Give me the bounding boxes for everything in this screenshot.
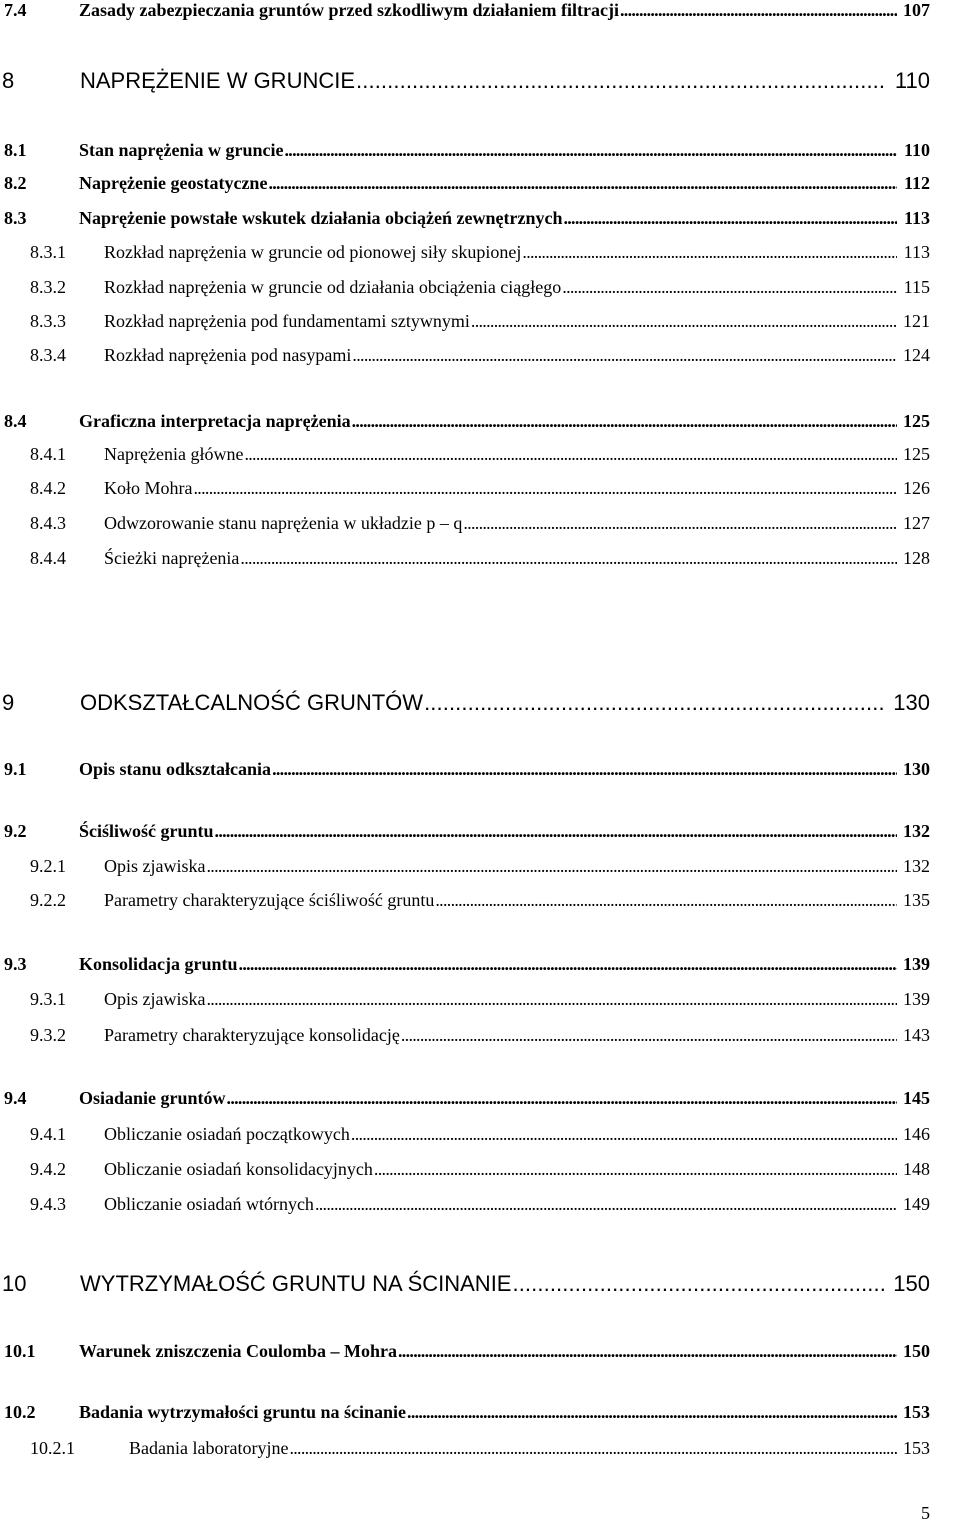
toc-entry-number: 9.4.3: [30, 1194, 66, 1214]
toc-entry-number: 8.3: [4, 208, 27, 228]
toc-dot-leader: [522, 242, 897, 263]
toc-dot-leader: [512, 1271, 885, 1297]
toc-entry-9-4-3[interactable]: [0, 1194, 930, 1220]
toc-entry-9-3[interactable]: [0, 954, 930, 980]
toc-entry-number: 8.4.3: [30, 513, 66, 533]
toc-entry-title: Rozkład naprężenia w gruncie od działania obciążenia ciągłego: [104, 277, 562, 297]
toc-entry-number: 9.2: [4, 821, 27, 841]
toc-entry-9-2[interactable]: [0, 821, 930, 847]
toc-entry-title: Parametry charakteryzujące ściśliwość gruntu: [104, 890, 435, 910]
toc-dot-leader: [239, 954, 897, 975]
toc-entry-8-3[interactable]: [0, 208, 930, 234]
toc-entry-number: 9.4.2: [30, 1159, 66, 1179]
toc-entry-page: 150: [903, 1341, 930, 1361]
toc-entry-8-4-1[interactable]: [0, 444, 930, 470]
toc-entry-page: 139: [903, 954, 930, 974]
toc-entry-number: 8.1: [4, 140, 27, 160]
toc-dot-leader: [620, 0, 897, 21]
toc-entry-8-2[interactable]: [0, 173, 930, 199]
toc-entry-8-4-2[interactable]: [0, 478, 930, 504]
toc-entry-title: Warunek zniszczenia Coulomba – Mohra: [79, 1341, 397, 1361]
toc-dot-leader: [351, 1124, 897, 1145]
toc-entry-title: Opis zjawiska: [104, 989, 206, 1009]
toc-entry-page: 113: [903, 242, 930, 262]
toc-entry-page: 150: [893, 1271, 930, 1296]
toc-entry-page: 125: [903, 411, 930, 431]
toc-entry-page: 145: [903, 1088, 930, 1108]
toc-entry-9-4-2[interactable]: [0, 1159, 930, 1185]
toc-entry-title: Naprężenie geostatyczne: [79, 173, 268, 193]
toc-dot-leader: [315, 1194, 897, 1215]
toc-entry-page: 128: [903, 548, 930, 568]
toc-entry-page: 121: [903, 311, 930, 331]
toc-entry-number: 10: [2, 1271, 27, 1296]
toc-entry-number: 9.2.1: [30, 856, 66, 876]
toc-entry-title: WYTRZYMAŁOŚĆ GRUNTU NA ŚCINANIE: [80, 1271, 512, 1296]
toc-entry-title: Obliczanie osiadań konsolidacyjnych: [104, 1159, 373, 1179]
toc-entry-title: Stan naprężenia w gruncie: [79, 140, 284, 160]
toc-dot-leader: [352, 345, 897, 366]
toc-entry-page: 139: [903, 989, 930, 1009]
toc-dot-leader: [562, 277, 897, 298]
toc-entry-9-2-1[interactable]: [0, 856, 930, 882]
toc-dot-leader: [407, 1402, 897, 1423]
toc-entry-title: Obliczanie osiadań początkowych: [104, 1124, 350, 1144]
toc-entry-8-1[interactable]: [0, 140, 930, 166]
toc-entry-number: 8.4: [4, 411, 27, 431]
toc-dot-leader: [374, 1159, 897, 1180]
toc-entry-title: Zasady zabezpieczania gruntów przed szkodliwym działaniem filtracji: [79, 0, 619, 20]
toc-entry-10[interactable]: [0, 1271, 930, 1301]
toc-entry-title: Naprężenie powstałe wskutek działania obciążeń zewnętrznych: [79, 208, 563, 228]
toc-dot-leader: [424, 690, 885, 716]
toc-entry-number: 8.3.3: [30, 311, 66, 331]
toc-entry-page: 130: [893, 690, 930, 715]
toc-entry-page: 124: [903, 345, 930, 365]
toc-entry-8[interactable]: [0, 68, 930, 98]
toc-dot-leader: [471, 311, 897, 332]
toc-entry-number: 8.3.4: [30, 345, 66, 365]
toc-entry-9-2-2[interactable]: [0, 890, 930, 916]
toc-entry-9-3-2[interactable]: [0, 1025, 930, 1051]
toc-entry-8-3-1[interactable]: [0, 242, 930, 268]
toc-entry-number: 9.3.2: [30, 1025, 66, 1045]
toc-dot-leader: [206, 856, 897, 877]
toc-dot-leader: [240, 548, 897, 569]
toc-entry-title: Obliczanie osiadań wtórnych: [104, 1194, 314, 1214]
toc-entry-9-4-1[interactable]: [0, 1124, 930, 1150]
toc-entry-page: 115: [903, 277, 930, 297]
toc-entry-9-3-1[interactable]: [0, 989, 930, 1015]
toc-entry-number: 9.2.2: [30, 890, 66, 910]
toc-dot-leader: [285, 140, 898, 161]
toc-entry-title: Ścieżki naprężenia: [104, 548, 240, 568]
toc-dot-leader: [272, 759, 897, 780]
toc-entry-page: 153: [903, 1402, 930, 1422]
toc-dot-leader: [227, 1088, 897, 1109]
toc-entry-number: 9: [2, 690, 15, 715]
toc-entry-page: 126: [903, 478, 930, 498]
toc-entry-page: 112: [903, 173, 930, 193]
toc-entry-title: NAPRĘŻENIE W GRUNCIE: [80, 68, 356, 93]
toc-entry-page: 113: [903, 208, 930, 228]
toc-entry-page: 110: [903, 140, 930, 160]
toc-entry-page: 110: [894, 68, 930, 93]
toc-entry-page: 132: [903, 821, 930, 841]
toc-dot-leader: [206, 989, 897, 1010]
toc-entry-8-4[interactable]: [0, 411, 930, 437]
toc-entry-number: 9.3.1: [30, 989, 66, 1009]
toc-entry-title: Odwzorowanie stanu naprężenia w układzie p – q: [104, 513, 463, 533]
toc-entry-title: Naprężenia główne: [104, 444, 244, 464]
toc-entry-page: 125: [903, 444, 930, 464]
toc-entry-title: Parametry charakteryzujące konsolidację: [104, 1025, 400, 1045]
toc-entry-number: 9.4: [4, 1088, 27, 1108]
toc-entry-9[interactable]: [0, 690, 930, 720]
toc-entry-title: Opis zjawiska: [104, 856, 206, 876]
toc-entry-title: Konsolidacja gruntu: [79, 954, 238, 974]
toc-dot-leader: [194, 478, 898, 499]
toc-entry-8-3-2[interactable]: [0, 277, 930, 303]
page-number: 5: [921, 1503, 930, 1523]
toc-dot-leader: [398, 1341, 897, 1362]
toc-entry-title: Ściśliwość gruntu: [79, 821, 214, 841]
toc-entry-9-1[interactable]: [0, 759, 930, 785]
toc-entry-9-4[interactable]: [0, 1088, 930, 1114]
toc-entry-number: 7.4: [4, 0, 27, 20]
toc-entry-page: 135: [903, 890, 930, 910]
toc-entry-page: 153: [903, 1438, 930, 1458]
toc-entry-number: 10.1: [4, 1341, 36, 1361]
toc-entry-number: 10.2: [4, 1402, 36, 1422]
toc-entry-page: 146: [903, 1124, 930, 1144]
toc-entry-page: 132: [903, 856, 930, 876]
toc-entry-number: 8.3.2: [30, 277, 66, 297]
toc-entry-number: 9.3: [4, 954, 27, 974]
toc-entry-8-3-3[interactable]: [0, 311, 930, 337]
toc-dot-leader: [244, 444, 897, 465]
toc-entry-page: 148: [903, 1159, 930, 1179]
toc-entry-number: 8.4.2: [30, 478, 66, 498]
toc-entry-number: 8: [2, 68, 15, 93]
toc-entry-title: Rozkład naprężenia pod fundamentami sztywnymi: [104, 311, 470, 331]
toc-entry-10-2[interactable]: [0, 1402, 930, 1428]
toc-dot-leader: [563, 208, 897, 229]
toc-entry-title: Osiadanie gruntów: [79, 1088, 226, 1108]
toc-entry-8-4-4[interactable]: [0, 548, 930, 574]
toc-entry-number: 8.3.1: [30, 242, 66, 262]
toc-entry-page: 107: [903, 0, 930, 20]
toc-entry-7-4[interactable]: [0, 0, 930, 26]
toc-dot-leader: [463, 513, 897, 534]
toc-entry-number: 8.2: [4, 173, 27, 193]
toc-entry-page: 127: [903, 513, 930, 533]
toc-entry-10-1[interactable]: [0, 1341, 930, 1367]
toc-entry-number: 8.4.4: [30, 548, 66, 568]
toc-dot-leader: [401, 1025, 897, 1046]
toc-dot-leader: [268, 173, 897, 194]
toc-entry-title: Rozkład naprężenia pod nasypami: [104, 345, 352, 365]
toc-dot-leader: [435, 890, 897, 911]
toc-entry-title: Graficzna interpretacja naprężenia: [79, 411, 351, 431]
toc-dot-leader: [356, 68, 885, 94]
toc-entry-10-2-1[interactable]: [0, 1438, 930, 1464]
toc-dot-leader: [215, 821, 897, 842]
toc-entry-title: Badania wytrzymałości gruntu na ścinanie: [79, 1402, 407, 1422]
toc-entry-page: 143: [903, 1025, 930, 1045]
toc-entry-title: ODKSZTAŁCALNOŚĆ GRUNTÓW: [80, 690, 424, 715]
toc-entry-title: Rozkład naprężenia w gruncie od pionowej siły skupionej: [104, 242, 522, 262]
toc-entry-title: Koło Mohra: [104, 478, 193, 498]
toc-dot-leader: [289, 1438, 897, 1459]
toc-entry-title: Opis stanu odkształcania: [79, 759, 272, 779]
toc-entry-page: 130: [903, 759, 930, 779]
toc-entry-number: 10.2.1: [30, 1438, 75, 1458]
toc-entry-8-3-4[interactable]: [0, 345, 930, 371]
toc-entry-number: 9.4.1: [30, 1124, 66, 1144]
toc-entry-number: 9.1: [4, 759, 27, 779]
toc-entry-page: 149: [903, 1194, 930, 1214]
toc-dot-leader: [352, 411, 897, 432]
toc-entry-number: 8.4.1: [30, 444, 66, 464]
toc-entry-8-4-3[interactable]: [0, 513, 930, 539]
toc-entry-title: Badania laboratoryjne: [129, 1438, 289, 1458]
